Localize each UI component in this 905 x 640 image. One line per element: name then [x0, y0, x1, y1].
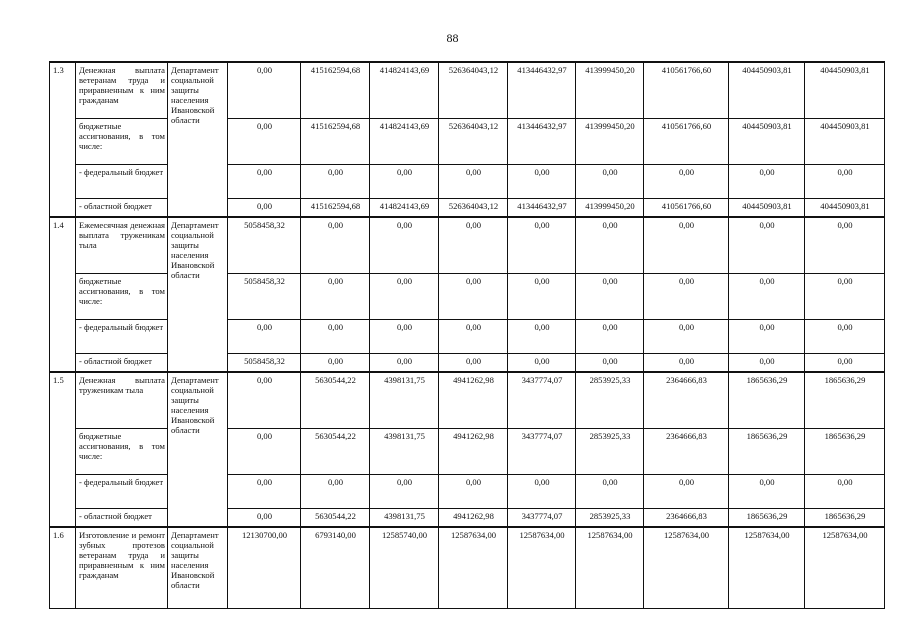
- amount-cell: 5630544,22: [301, 372, 370, 428]
- amount-cell: 1865636,29: [805, 372, 885, 428]
- amount-cell: 0,00: [439, 273, 508, 319]
- amount-cell: 2364666,83: [644, 508, 729, 527]
- amount-cell: 410561766,60: [644, 62, 729, 118]
- measure-title: Ежемесячная денежная выплата труженикам тыла: [76, 217, 168, 273]
- budget-table: [49, 61, 885, 609]
- amount-cell: 0,00: [301, 273, 370, 319]
- amount-cell: 6793140,00: [301, 527, 370, 608]
- table-row-group-head: [50, 62, 885, 118]
- responsible-department: Департамент социальной защиты населения Ивановской области: [168, 527, 228, 608]
- amount-cell: 0,00: [439, 319, 508, 353]
- amount-cell: 1865636,29: [729, 508, 805, 527]
- responsible-department: Департамент социальной защиты населения Ивановской области: [168, 62, 228, 217]
- amount-cell: 410561766,60: [644, 118, 729, 164]
- table-row-group-head: [50, 217, 885, 273]
- amount-cell: 12587634,00: [576, 527, 644, 608]
- amount-cell: 413446432,97: [508, 118, 576, 164]
- amount-cell: 4941262,98: [439, 372, 508, 428]
- amount-cell: 3437774,07: [508, 508, 576, 527]
- row-index: 1.4: [50, 217, 76, 372]
- amount-cell: 413446432,97: [508, 198, 576, 217]
- amount-cell: 0,00: [301, 217, 370, 273]
- amount-cell: 2853925,33: [576, 428, 644, 474]
- amount-cell: 0,00: [228, 198, 301, 217]
- amount-cell: 4398131,75: [370, 428, 439, 474]
- table-row-group-head: [50, 527, 885, 608]
- amount-cell: 0,00: [805, 353, 885, 372]
- amount-cell: 0,00: [301, 319, 370, 353]
- responsible-department: Департамент социальной защиты населения Ивановской области: [168, 217, 228, 372]
- amount-cell: 0,00: [228, 474, 301, 508]
- amount-cell: 3437774,07: [508, 372, 576, 428]
- amount-cell: 0,00: [439, 474, 508, 508]
- amount-cell: 0,00: [508, 164, 576, 198]
- amount-cell: 0,00: [228, 62, 301, 118]
- amount-cell: 526364043,12: [439, 198, 508, 217]
- amount-cell: 413446432,97: [508, 62, 576, 118]
- measure-title: Денежная выплата ветеранам труда и приравненным к ним гражданам: [76, 62, 168, 118]
- amount-cell: 404450903,81: [805, 118, 885, 164]
- budget-line-label: - федеральный бюджет: [76, 474, 168, 508]
- amount-cell: 0,00: [301, 164, 370, 198]
- amount-cell: 415162594,68: [301, 62, 370, 118]
- amount-cell: 0,00: [370, 217, 439, 273]
- amount-cell: 0,00: [644, 217, 729, 273]
- amount-cell: 4398131,75: [370, 508, 439, 527]
- amount-cell: 1865636,29: [729, 428, 805, 474]
- measure-title: Денежная выплата труженикам тыла: [76, 372, 168, 428]
- amount-cell: 5630544,22: [301, 508, 370, 527]
- amount-cell: 4941262,98: [439, 428, 508, 474]
- amount-cell: 0,00: [729, 164, 805, 198]
- amount-cell: 0,00: [729, 217, 805, 273]
- amount-cell: 0,00: [805, 217, 885, 273]
- amount-cell: 4398131,75: [370, 372, 439, 428]
- amount-cell: 0,00: [576, 353, 644, 372]
- amount-cell: 0,00: [576, 319, 644, 353]
- row-index: 1.6: [50, 527, 76, 608]
- page-number: 88: [446, 31, 459, 45]
- measure-title: Изготовление и ремонт зубных протезов ветеранам труда и приравненным к ним гражданам: [76, 527, 168, 608]
- amount-cell: 0,00: [729, 273, 805, 319]
- amount-cell: 0,00: [805, 273, 885, 319]
- amount-cell: 4941262,98: [439, 508, 508, 527]
- amount-cell: 413999450,20: [576, 118, 644, 164]
- amount-cell: 1865636,29: [729, 372, 805, 428]
- amount-cell: 0,00: [508, 353, 576, 372]
- amount-cell: 0,00: [228, 508, 301, 527]
- amount-cell: 12130700,00: [228, 527, 301, 608]
- amount-cell: 3437774,07: [508, 428, 576, 474]
- amount-cell: 404450903,81: [729, 198, 805, 217]
- amount-cell: 0,00: [576, 273, 644, 319]
- amount-cell: 2853925,33: [576, 508, 644, 527]
- amount-cell: 0,00: [644, 474, 729, 508]
- amount-cell: 0,00: [576, 164, 644, 198]
- amount-cell: 0,00: [370, 319, 439, 353]
- row-index: 1.3: [50, 62, 76, 217]
- amount-cell: 410561766,60: [644, 198, 729, 217]
- amount-cell: 0,00: [439, 164, 508, 198]
- amount-cell: 0,00: [439, 353, 508, 372]
- amount-cell: 414824143,69: [370, 118, 439, 164]
- amount-cell: 415162594,68: [301, 198, 370, 217]
- amount-cell: 0,00: [805, 474, 885, 508]
- amount-cell: 5058458,32: [228, 273, 301, 319]
- amount-cell: 0,00: [576, 217, 644, 273]
- amount-cell: 526364043,12: [439, 118, 508, 164]
- amount-cell: 5058458,32: [228, 217, 301, 273]
- amount-cell: 12587634,00: [644, 527, 729, 608]
- budget-line-label: - областной бюджет: [76, 198, 168, 217]
- amount-cell: 0,00: [805, 319, 885, 353]
- amount-cell: 5630544,22: [301, 428, 370, 474]
- amount-cell: 0,00: [370, 164, 439, 198]
- amount-cell: 0,00: [228, 428, 301, 474]
- amount-cell: 0,00: [508, 217, 576, 273]
- amount-cell: 0,00: [729, 474, 805, 508]
- amount-cell: 413999450,20: [576, 198, 644, 217]
- amount-cell: 0,00: [301, 353, 370, 372]
- budget-line-label: бюджетные ассигнования, в том числе:: [76, 428, 168, 474]
- amount-cell: 0,00: [729, 353, 805, 372]
- amount-cell: 12585740,00: [370, 527, 439, 608]
- budget-line-label: - областной бюджет: [76, 508, 168, 527]
- amount-cell: 1865636,29: [805, 508, 885, 527]
- budget-line-label: бюджетные ассигнования, в том числе:: [76, 273, 168, 319]
- row-index: 1.5: [50, 372, 76, 527]
- amount-cell: 12587634,00: [508, 527, 576, 608]
- responsible-department: Департамент социальной защиты населения Ивановской области: [168, 372, 228, 527]
- amount-cell: 404450903,81: [729, 62, 805, 118]
- amount-cell: 1865636,29: [805, 428, 885, 474]
- amount-cell: 0,00: [805, 164, 885, 198]
- amount-cell: 0,00: [508, 273, 576, 319]
- budget-line-label: - федеральный бюджет: [76, 164, 168, 198]
- amount-cell: 0,00: [644, 273, 729, 319]
- amount-cell: 0,00: [228, 164, 301, 198]
- amount-cell: 0,00: [370, 474, 439, 508]
- amount-cell: 0,00: [370, 273, 439, 319]
- amount-cell: 404450903,81: [729, 118, 805, 164]
- amount-cell: 2853925,33: [576, 372, 644, 428]
- amount-cell: 0,00: [228, 118, 301, 164]
- table-row-group-head: [50, 372, 885, 428]
- amount-cell: 12587634,00: [729, 527, 805, 608]
- budget-line-label: бюджетные ассигнования, в том числе:: [76, 118, 168, 164]
- amount-cell: 12587634,00: [439, 527, 508, 608]
- amount-cell: 2364666,83: [644, 372, 729, 428]
- amount-cell: 0,00: [370, 353, 439, 372]
- amount-cell: 404450903,81: [805, 62, 885, 118]
- budget-line-label: - федеральный бюджет: [76, 319, 168, 353]
- amount-cell: 0,00: [644, 353, 729, 372]
- amount-cell: 0,00: [508, 319, 576, 353]
- amount-cell: 0,00: [508, 474, 576, 508]
- amount-cell: 0,00: [729, 319, 805, 353]
- amount-cell: 414824143,69: [370, 198, 439, 217]
- amount-cell: 0,00: [439, 217, 508, 273]
- amount-cell: 526364043,12: [439, 62, 508, 118]
- amount-cell: 413999450,20: [576, 62, 644, 118]
- amount-cell: 0,00: [228, 319, 301, 353]
- amount-cell: 12587634,00: [805, 527, 885, 608]
- budget-line-label: - областной бюджет: [76, 353, 168, 372]
- amount-cell: 0,00: [228, 372, 301, 428]
- amount-cell: 2364666,83: [644, 428, 729, 474]
- amount-cell: 415162594,68: [301, 118, 370, 164]
- amount-cell: 0,00: [576, 474, 644, 508]
- amount-cell: 5058458,32: [228, 353, 301, 372]
- amount-cell: 404450903,81: [805, 198, 885, 217]
- amount-cell: 0,00: [301, 474, 370, 508]
- amount-cell: 414824143,69: [370, 62, 439, 118]
- amount-cell: 0,00: [644, 164, 729, 198]
- amount-cell: 0,00: [644, 319, 729, 353]
